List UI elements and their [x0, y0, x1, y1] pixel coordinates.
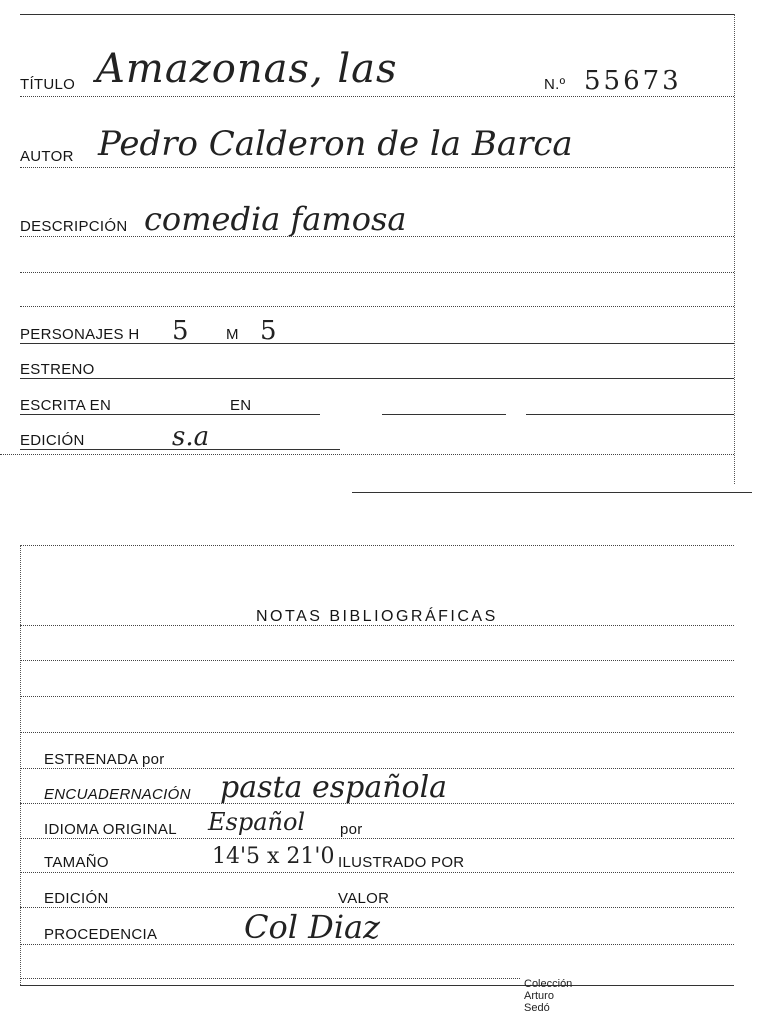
idioma-value: Español [208, 808, 306, 836]
tamano-rule [20, 872, 734, 873]
personajes-m-value: 5 [260, 316, 277, 346]
notas-heading: NOTAS BIBLIOGRÁFICAS [256, 608, 498, 625]
notas-rule-4 [20, 732, 734, 733]
en-label: EN [230, 397, 252, 414]
titulo-rule [20, 96, 734, 97]
estrenada-label: ESTRENADA por [44, 751, 165, 768]
descripcion-value: comedia famosa [144, 200, 407, 238]
blank-rule-2 [20, 306, 734, 307]
encuadernacion-label: ENCUADERNACIÓN [44, 786, 191, 803]
procedencia-label: PROCEDENCIA [44, 926, 158, 943]
procedencia-rule [20, 944, 734, 945]
edicion-bottom-label: EDICIÓN [44, 890, 109, 907]
edicion-rule [20, 449, 340, 450]
escrita-label: ESCRITA EN [20, 397, 112, 414]
notas-rule-3 [20, 696, 734, 697]
notas-rule-1 [20, 625, 734, 626]
escrita-rule-a [20, 414, 320, 415]
valor-label: VALOR [338, 890, 390, 907]
autor-value: Pedro Calderon de la Barca [98, 124, 573, 164]
top-card-bottom-edge [352, 492, 752, 493]
procedencia-value: Col Diaz [244, 908, 380, 946]
idioma-label: IDIOMA ORIGINAL [44, 821, 177, 838]
top-card-top-border [20, 14, 734, 15]
escrita-rule-b [382, 414, 506, 415]
autor-label: AUTOR [20, 148, 74, 165]
bottom-card-bottom-edge [20, 985, 734, 986]
notas-rule-2 [20, 660, 734, 661]
edicion-rule-dots [0, 454, 734, 455]
personajes-label: PERSONAJES H [20, 326, 140, 343]
encuadernacion-value: pasta española [220, 770, 448, 805]
numero-value: 55673 [584, 66, 682, 96]
descripcion-label: DESCRIPCIÓN [20, 218, 128, 235]
tamano-label: TAMAÑO [44, 854, 109, 871]
personajes-rule [20, 343, 734, 344]
ilustrado-label: ILUSTRADO POR [338, 854, 465, 871]
titulo-value: Amazonas, las [96, 46, 398, 92]
titulo-label: TÍTULO [20, 76, 76, 93]
edicion-label: EDICIÓN [20, 432, 85, 449]
bottom-card-rule-last [20, 978, 520, 979]
blank-rule-1 [20, 272, 734, 273]
descripcion-rule [20, 236, 734, 237]
estreno-rule [20, 378, 734, 379]
numero-label: N.º [544, 76, 566, 93]
autor-rule [20, 167, 734, 168]
por-label: por [340, 821, 363, 838]
edicion-value: s.a [172, 422, 210, 452]
coleccion-footer: Colección Arturo Sedó [524, 978, 573, 1014]
escrita-rule-c [526, 414, 734, 415]
bottom-card-top-border [20, 545, 734, 546]
idioma-rule [20, 838, 734, 839]
tamano-value: 14'5 x 21'0 [212, 844, 335, 869]
estrenada-rule [20, 768, 734, 769]
top-card-right-border [734, 14, 735, 484]
personajes-h-value: 5 [172, 316, 189, 346]
personajes-m-label: M [226, 326, 239, 343]
bottom-card-left-border [20, 545, 21, 985]
estreno-label: ESTRENO [20, 361, 95, 378]
encuadernacion-rule [20, 803, 734, 804]
